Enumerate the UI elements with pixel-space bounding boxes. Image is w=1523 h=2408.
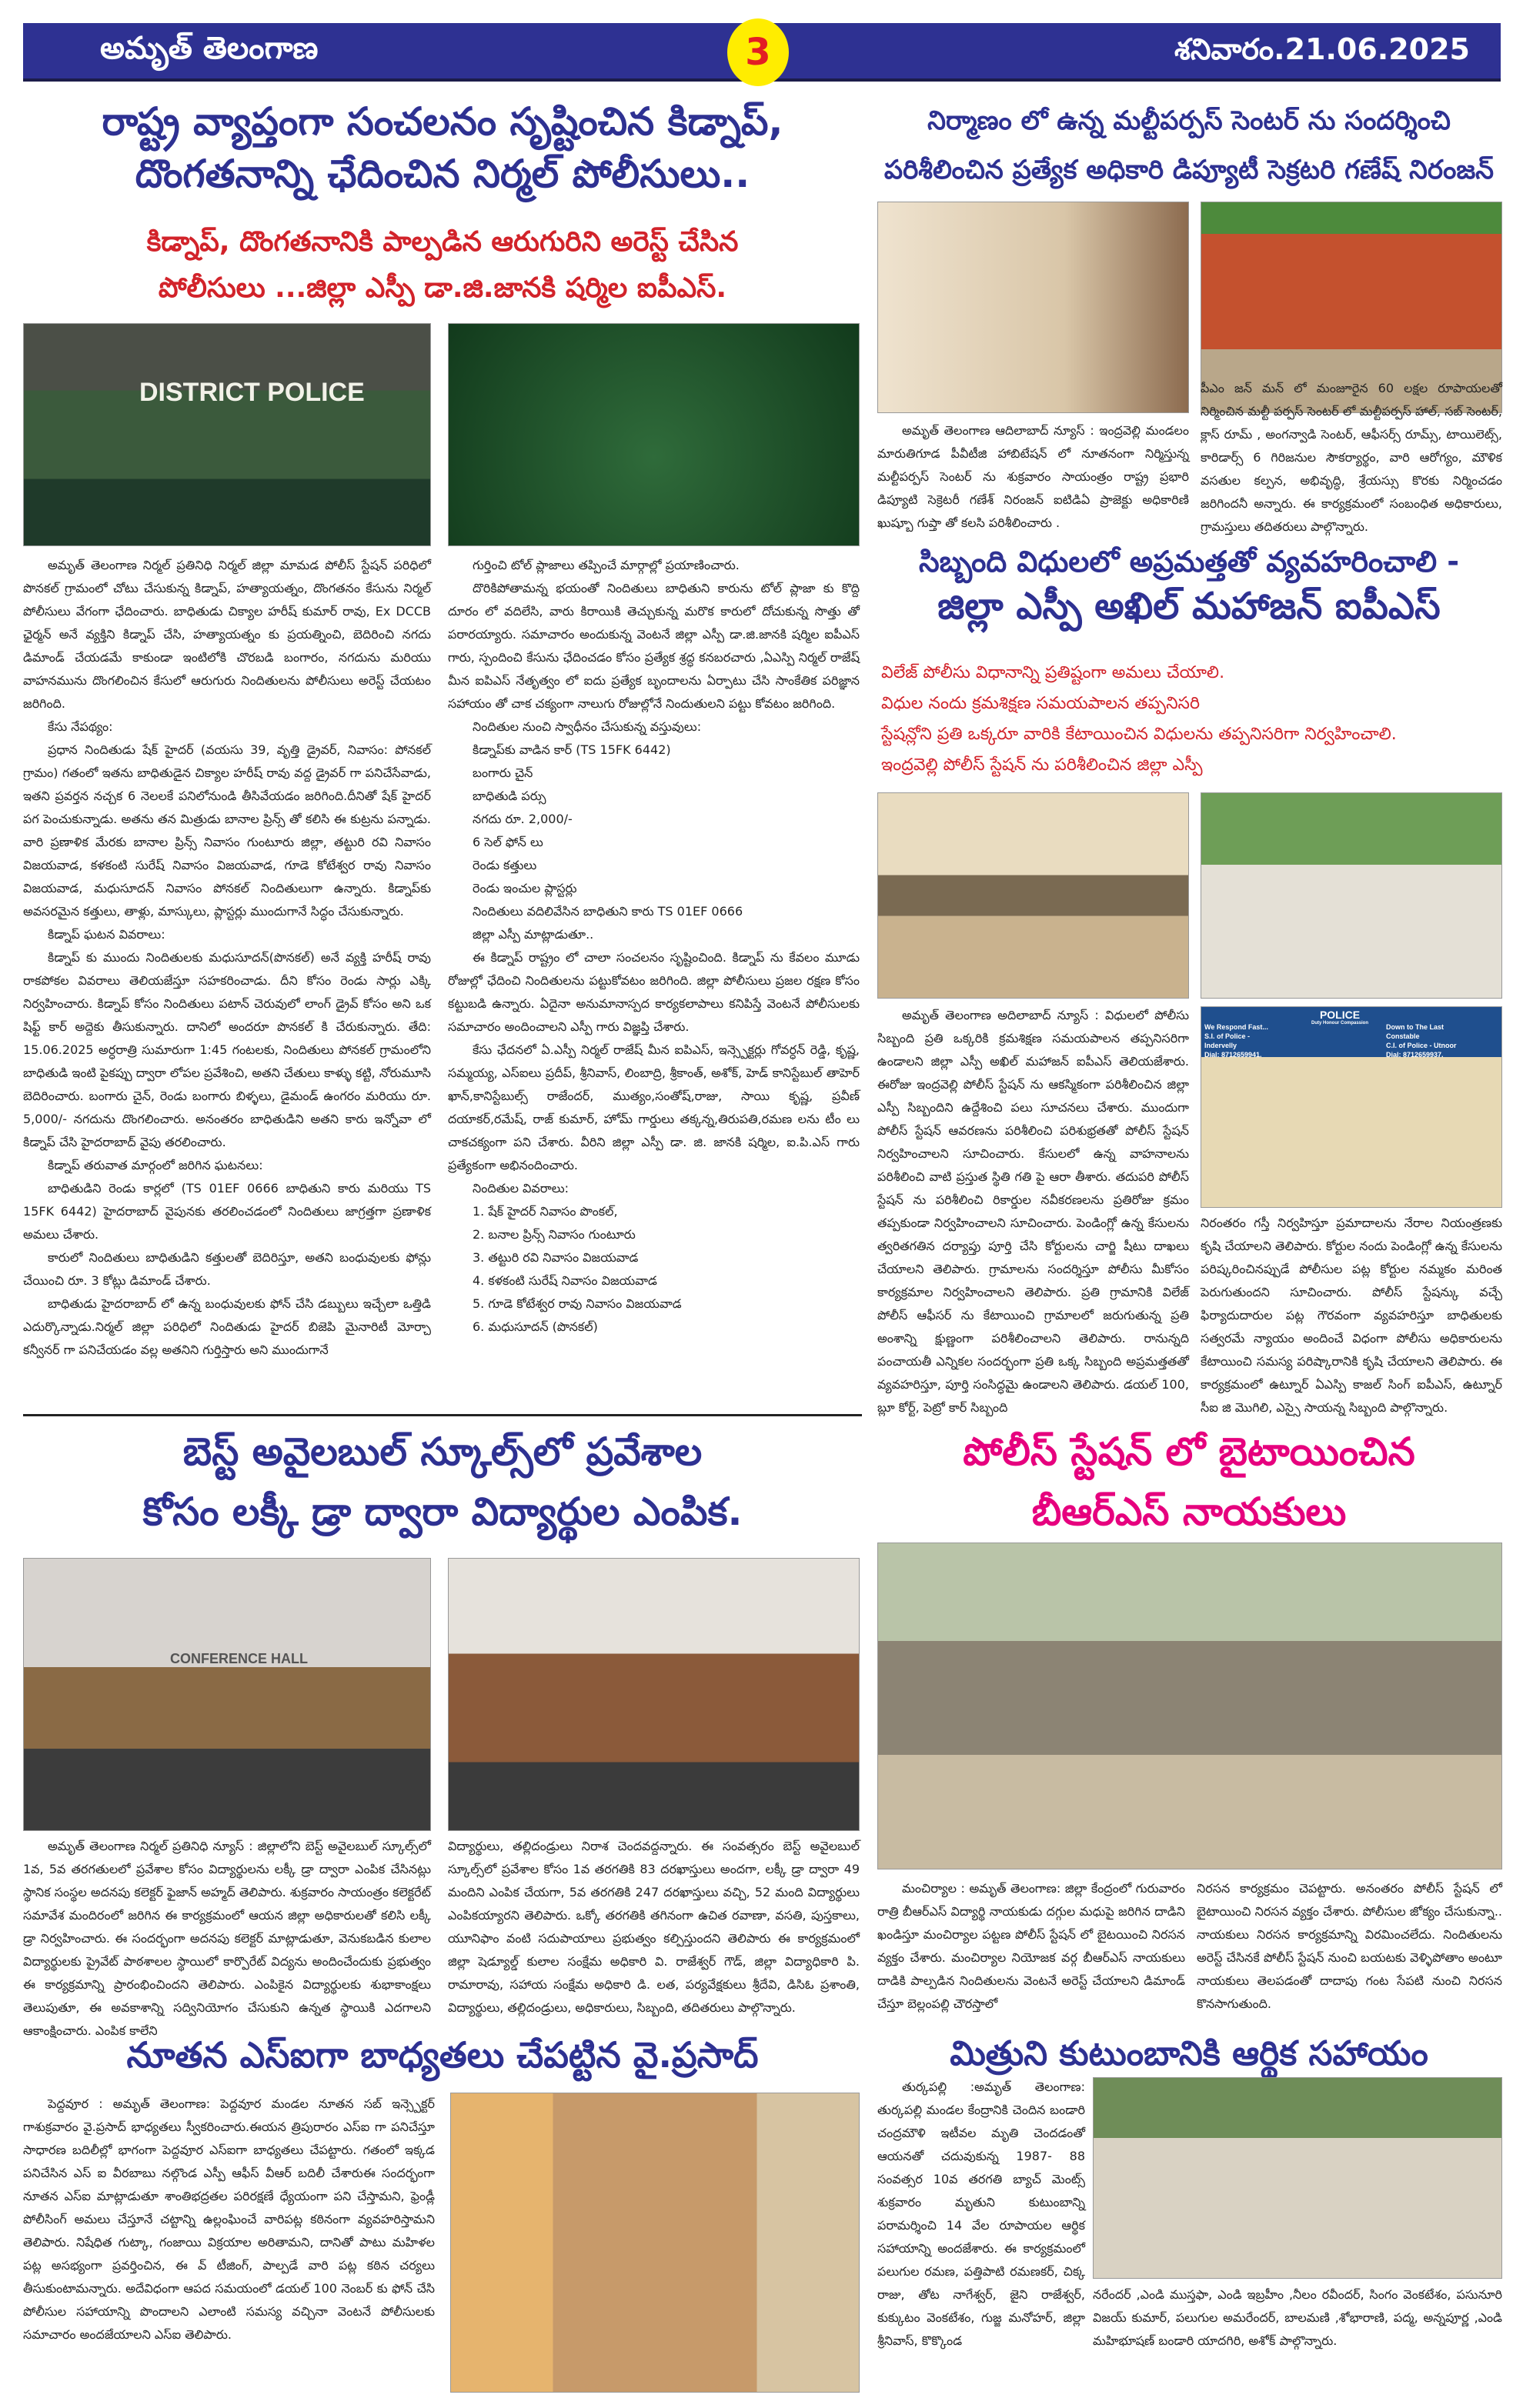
- paragraph: జిల్లా ఎస్పీ మాట్లాడుతూ..: [473, 927, 594, 942]
- paragraph: పెద్దవూర : అమృత్ తెలంగాణ: పెద్దవూర మండల నూతన సబ్ ఇన్స్పెక్టర్ గాశుక్రవారం వై.ప్రసాద్ భాధ్యతలు స్వీకరించారు.ఈయన త్రిపురారం ఎస్ఐ గా పనిచేస్తూ సాధారణ బదిలీల్లో భాగంగా పెద్దవూర ఎస్ఐగా బాధ్యతలు చేపట్టారు. గతంలో ఇక్కడ పనిచేసిన ఎస్ ఐ వీరబాబు నల్గొండ ఎస్పీ ఆఫీస్ వీఆర్ బదిలీ చేశారుఈ సందర్భంగా నూతన ఎస్ఐ మాట్లాడుతూ శాంతిభద్రతల పరిరక్షణే ధ్యేయంగా పని చేస్తామని, ఫ్రెండ్లీ పోలీసింగ్ అమలు చేస్తూనే చట్టాన్ని ఉల్లంఘించే వారిపట్ల కఠినంగా వ్యవహరిస్తామని తెలిపారు. నిషేధిత గుట్కా, గంజాయి విక్రయాల అరితామని, దానితో పాటు మహిళల పట్ల అసభ్యంగా ప్రవర్తించిన, ఈ వ్ టీజింగ్, పాల్పడే వారి పట్ల కఠిన చర్యలు తీసుకుంటామన్నారు. అదేవిధంగా ఆపద సమయంలో డయల్ 100 నెంబర్ కు ఫోన్ చేసి పోలీసుల సహాయాన్ని పొందాలని ఎలాంటి సమస్య వచ్చినా వెంటనే పోలీసులకు సమాచారం అందజేయాలని ఎస్ఐ తెలిపారు.: [23, 2096, 435, 2342]
- paragraph: We Respond Fast...: [1204, 1023, 1268, 1031]
- paragraph: నిందితుల నుంచి స్వాధీనం చేసుకున్న వస్తువులు:: [473, 719, 702, 734]
- paragraph: 3. తట్టురి రవి నివాసం విజయవాడ: [473, 1250, 639, 1265]
- schools-body-col1: [23, 1835, 431, 2038]
- friend-body-col2: [1093, 2283, 1502, 2399]
- paragraph: S.I. of Police - Indervelly: [1204, 1032, 1251, 1049]
- paragraph: నిందితులు వదిలివేసిన బాధితుని కారు TS 01EF 0666: [473, 904, 743, 919]
- kidnap-subhead: [23, 219, 862, 312]
- paragraph: 6 సెల్ ఫోన్ లు: [473, 835, 543, 849]
- press-meet-photo: [23, 323, 431, 546]
- paragraph: 5. గూడె కోటేశ్వర రావు నివాసం విజయవాడ: [473, 1296, 682, 1311]
- brs-body-col2: [1197, 1877, 1502, 2019]
- conference-hall-photo: [448, 1558, 860, 1831]
- paragraph: కిడ్నాప్ ఘటన వివరాలు:: [48, 927, 165, 942]
- si-headline: నూతన ఎస్ఐగా బాధ్యతలు చేపట్టిన వై.ప్రసాద్: [126, 2034, 759, 2076]
- schools-headline: [23, 1422, 862, 1542]
- paragraph: కిడ్నాప్‌కు వాడిన కార్ (TS 15FK 6442): [473, 742, 671, 757]
- paragraph: కేసు ఛేదనలో ఏ.ఎస్పీ నిర్మల్ రాజేష్ మీన ఐపిఎస్, ఇన్స్పెక్టర్లు గోవర్ధన్ రెడ్డి, కృష్ణ, సమ్మయ్య, ఎస్ఐలు ప్రదీప్, శ్రీనివాస్, లింబాద్రి, శ్రీకాంత్, అశోక్, హెడ్ కానిస్టేబుల్ తాహెర్ ఖాన్,కానిస్టేబుల్స్ రాజేందర్, ముత్యం,సంతోష్,రాజు, సాయి కృష్ణ, ప్రవీణ్ దయాకర్,రమేష్, రాజ్ కుమార్, హోమ్ గార్డులు తక్కన్న,తిరుపతి,రమణ లను టీం లు చాకచక్యంగా పని చేశారు. వీరిని జిల్లా ఎస్పీ డా. జి. జానకి షర్మిల, ఐ.పి.ఎస్ గారు ప్రత్యేకంగా అభినందించారు.: [448, 1042, 860, 1172]
- paragraph: బంగారు చైన్: [473, 765, 533, 780]
- paragraph: ఈ కిడ్నాప్ రాష్ట్రం లో చాలా సంచలనం సృష్టించింది. కిడ్నాప్ ను కేవలం మూడు రోజుల్లో ఛేదించి నిందితులను పట్టుకోవటం జరిగింది. జిల్లా పోలీసులు ప్రజల రక్షణ కోసం కట్టుబడి ఉన్నారు. ఏదైనా అనుమానాస్పద కార్యకలాపాలు కనిపిస్తే వెంటనే పోలీసులకు సమాచారం అందించాలని ఎస్పీ గారు విజ్ఞప్తి చేశారు.: [448, 950, 860, 1034]
- indravelli-body-col2: [1201, 1212, 1502, 1415]
- paragraph: నిందితుల వివరాలు:: [473, 1181, 569, 1196]
- friend-body-col1: [877, 2076, 1085, 2399]
- section-divider: [23, 1414, 862, 1416]
- multipurpose-body-col1: [877, 419, 1189, 535]
- paragraph: Down to The Last Constable: [1386, 1023, 1444, 1040]
- paragraph: నిరసన కార్యక్రమం చెపట్టారు. అనంతరం పోలీస్ స్టేషన్ లో బైటాయించి నిరసన వ్యక్తం చేశారు. పోలీసుల జోక్యం చేసుకున్నా.. నాయకులు నిరసన కార్యక్రమాన్ని విరమించలేదు. నిందితులను అరెస్ట్ చేసినకే పోలీస్ స్టేషన్ నుంచి బయటకు వెళ్ళిపోతాం అంటూ నాయకులు తెలపడంతో దాదాపు గంట సేపటి నుంచి నిరసన కొనసాగుతుంది.: [1197, 1881, 1502, 2011]
- paragraph: Dial: 8712659937.: [1386, 1051, 1444, 1059]
- paragraph: పీఎం జన్ మన్ లో మంజూరైన 60 లక్షల రూపాయలతో నిర్మించిన మల్టీ పర్పస్ సెంటర్ లో మల్టీపర్పస్ హాల్, సబ్ సెంటర్, క్లాస్ రూమ్ , అంగన్వాడి సెంటర్, ఆఫీసర్స్ రూమ్స్, టాయిలెట్స్, కారిడార్స్ 6 గిరిజనుల సౌకర్యార్థం, వారి ఆరోగ్యం, మౌళిక వసతుల కల్పన, అభివృద్ధి, శ్రేయస్సు కొరకు నిర్మించడం జరిగిందనీ అన్నారు. ఈ కార్యక్రమంలో సంబంధిత అధికారులు, గ్రామస్తులు తదితరులు పాల్గొన్నారు.: [1201, 381, 1502, 534]
- lucky-draw-stage-photo: [23, 1558, 431, 1831]
- paragraph: ప్రధాన నిందితుడు షేక్ హైదర్ (వయసు 39, వృత్తి డ్రైవర్, నివాసం: పోనకల్ గ్రామం) గతంలో ఇతను బాధితుడైన చిక్యాల హరీష్ రావు వద్ద డ్రైవర్ గా పనిచేసేవాడు, ఇతని ప్రవర్తన నచ్చక 6 నెలలకే పనిలోనుండి తీసివేయడం జరిగింది.దీనితో షేక్ హైదర్ పగ పెంచుకున్నాడు. అతను తన మిత్రుడు బానాల ప్రిన్స్ తో కలిసి ఈ కుట్రను పన్నాడు. వారి ప్రణాళిక మేరకు బానాల ప్రిన్స్ నివాసం గుంటూరు జిల్లా, తట్టురి రవి నివాసం విజయవాడ, కళకంటి సురేష్ నివాసం విజయవాడ, గూడె కోటేశ్వర రావు నివాసం విజయవాడ, మధుసూదన్ నివాసం పోనకల్ నిందితులుగా ఉన్నారు. కిడ్నాప్‌కు అవసరమైన కత్తులు, తాళ్లు, మాస్కులు, ప్లాస్టర్లు ముందుగానే సిద్ధం చేసుకున్నారు.: [23, 742, 431, 919]
- family-support-photo: [1093, 2077, 1502, 2279]
- newspaper-brand: అమృత్ తెలంగాణ: [100, 31, 319, 66]
- kidnap-body-col1: [23, 554, 431, 1408]
- kidnap-body-col2: [448, 554, 860, 1408]
- paragraph: అమృత్ తెలంగాణ అదిలాబాద్ న్యూస్ : విధులలో పోలీసు సిబ్బంది ప్రతి ఒక్కరికి క్రమశిక్షణ సమయపాలన తప్పనిసరిగా ఉండాలని జిల్లా ఎస్పీ అఖిల్ మహాజన్ ఐపీఎస్ తెలియజేశారు. ఈరోజు ఇంద్రవెల్లి పోలీస్ స్టేషన్ ను ఆకస్మికంగా పరిశీలించిన జిల్లా ఎస్పీ సిబ్బందిని ఉద్దేశించి పలు సూచనలు చేశారు. ముందుగా పోలీస్ స్టేషన్ ఆవరణను పరిశీలించి పరిశుభ్రతతో పోలీస్ స్టేషన్ నిర్వహించాలని సూచించారు. కేసులలో ఉన్న వాహనాలను పరిశీలించి వాటి ప్రస్తుత స్థితి గతి పై ఆరా తీశారు. తదుపరి పోలీస్ స్టేషన్ ను పరిశీలించి రికార్డుల నవీకరణలను ప్రతిరోజు క్రమం తప్పకుండా నిర్వహించాలని సూచించారు. పెండింగ్లో ఉన్న కేసులను త్వరితగతిన దర్యాప్తు పూర్తి చేసి కోర్టులను చార్జి షీటు దాఖలు చేయాలని తెలిపారు. గ్రామాలను సందర్శిస్తూ పోలీసు మీకోసం కార్యక్రమాల నిర్వహించాలని తెలిపారు. ప్రతి గ్రామానికి విలేజ్ పోలీస్ ఆఫీసర్ ను కేటాయించి గ్రామాలలో జరుగుతున్న ప్రతి అంశాన్ని క్షుణ్ణంగా పరిశీలించాలని తెలిపారు. రానున్నది పంచాయతీ ఎన్నికల సందర్భంగా ప్రతి ఒక్క సిబ్బంది అప్రమత్తతతో వ్యవహరిస్తూ, పూర్తి సంసిద్ధమై ఉండాలని తెలిపారు. డయల్ 100, బ్లూ కోర్ట్, పెట్రో కార్ సిబ్బంది: [877, 1008, 1189, 1415]
- paragraph: అమృత్ తెలంగాణ ఆదిలాబాద్ న్యూస్ : ఇంద్రవెల్లి మండలం మారుతిగూడ పీవీటీజి హాబిటేషన్ లో నూతనంగా నిర్మిస్తున్న మల్టీపర్పస్ సెంటర్ ను శుక్రవారం సాయంత్రం రాష్ట్ర ప్రభారి డిప్యూటి సెక్రెటరీ గణేశ్ నిరంజన్ ఐటిడిఏ ప్రాజెక్టు అధికారిణి ఖుష్బూ గుప్తా తో కలసి పరిశీలించారు .: [877, 423, 1189, 530]
- station-visit-photo: [877, 792, 1189, 999]
- paragraph: జిల్లా ఎస్పీ అఖిల్ మహాజన్ ఐపీఎస్: [937, 585, 1441, 629]
- edition-date: శనివారం.21.06.2025: [1174, 32, 1470, 66]
- indravelli-headline: [877, 542, 1501, 632]
- paragraph: కిడ్నాప్ తరువాత మార్గంలో జరిగిన ఘటనలు:: [48, 1158, 263, 1172]
- paragraph: నగదు రూ. 2,000/-: [473, 812, 573, 826]
- multipurpose-body-col2: [1201, 377, 1502, 535]
- indravelli-body-col1: [877, 1004, 1189, 1415]
- paragraph: Dial: 8712659941.: [1204, 1051, 1262, 1059]
- brs-body-col1: [877, 1877, 1185, 2019]
- page-number-badge: 3: [727, 18, 789, 86]
- paragraph: రెండు ఇంచుల ప్లాస్టర్లు: [473, 881, 577, 895]
- headline-line: రాష్ట్ర వ్యాప్తంగా సంచలనం సృష్టించిన కిడ్నాప్,: [102, 99, 783, 144]
- paragraph: బాధితుడిని రెండు కార్లలో (TS 01EF 0666 బాధితుని కారు మరియు TS 15FK 6442) హైదరాబాద్ వైపునకు తరలించడంలో నిందితులు జాగ్రత్తగా ప్రణాళిక అమలు చేశారు.: [23, 1181, 431, 1242]
- paragraph: అమృత్ తెలంగాణ నిర్మల్ ప్రతినిధి నిర్మల్ జిల్లా మామడ పోలీస్ స్టేషన్ పరిధిలో పొనకల్ గ్రామంలో చోటు చేసుకున్న కిడ్నాప్, హత్యాయత్నం, దొంగతనం కేసును నిర్మల్ పోలీసులు వేగంగా ఛేదించారు. బాధితుడు చిక్యాల హరీష్ కుమార్ రావు, Ex DCCB ఛైర్మన్ అనే వ్యక్తిని కిడ్నాప్ చేసి, హత్యాయత్నం కు ప్రయత్నించి, బెదిరించి నగదు డిమాండ్ చేయడమే కాకుండా ఇంటిలోకి చొరబడి బంగారం, నగదును మరియు వాహనమును దొంగలించిన కేసులో ఆరుగురు నిందితులను పోలీసులు అరెస్ట్ చేయటం జరిగింది.: [23, 558, 431, 711]
- paragraph: 6. మధుసూదన్ (పొనకల్): [473, 1319, 598, 1334]
- paragraph: గుర్తించి టోల్ ప్లాజాలు తప్పించే మార్గాల్లో ప్రయాణించారు.: [473, 558, 740, 572]
- paragraph: కేసు నేపథ్యం:: [48, 719, 113, 734]
- paragraph: దొరికిపోతామన్న భయంతో నిందితులు బాధితుని కారును టోల్ ప్లాజా కు కొద్ది దూరం లో వదిలేసి, వారు కిరాయికి తెచ్చుకున్న మరొక కారులో దోచుకున్న సొత్తు తో పరారయ్యారు. సమాచారం అందుకున్న వెంటనే జిల్లా ఎస్పీ డా.జి.జానకి షర్మిల ఐపీఎస్ గారు, స్పందించి కేసును ఛేదించడం కోసం ప్రత్యేక శ్రద్ధ కనబరచారు ,ఏఎస్పి నిర్మల్ రాజేష్ మీన ఐపిఎస్ నేతృత్వం లో ఐదు ప్రత్యేక బృందాలను ఏర్పాటు చేసి సాంకేతిక పరిజ్ఞాన సహాయం తో చాక చక్యంగా నాలుగు రోజుల్లోనే నిందుతులని పట్టు కోవటం జరిగింది.: [448, 581, 860, 711]
- paragraph: కోసం లక్కీ డ్రా ద్వారా విద్యార్థుల ఎంపిక.: [142, 1489, 743, 1534]
- paragraph: బాధితుడి పర్సు: [473, 789, 546, 803]
- paragraph: అమృత్ తెలంగాణ నిర్మల్ ప్రతినిధి న్యూస్ : జిల్లాలోని బెస్ట్ అవైలబుల్ స్కూల్స్‌లో 1వ, 5వ తరగతులలో ప్రవేశాల కోసం విద్యార్థులను లక్కీ డ్రా ద్వారా ఎంపిక చేసినట్లు స్థానిక సంస్థల అదనపు కలెక్టర్ ఫైజాన్ అహ్మద్ తెలిపారు. శుక్రవారం సాయంత్రం కలెక్టరేట్ సమావేశ మందిరంలో జరిగిన ఈ కార్యక్రమంలో ఆయన జిల్లా అధికారులతో కలిసి లక్కీ డ్రా నిర్వహించారు. ఈ సందర్భంగా అదనపు కలెక్టర్ మాట్లాడుతూ, వెనుకబడిన కులాల విద్యార్థులకు ప్రైవేట్ పాఠశాలల స్థాయిలో కార్పొరేట్ విద్యను అందించేందుకు ప్రభుత్వం ఈ కార్యక్రమాన్ని ప్రారంభించిందని తెలిపారు. ఎంపికైన విద్యార్థులకు శుభాకాంక్షలు తెలుపుతూ, ఈ అవకాశాన్ని సద్వినియోగం చేసుకుని ఉన్నత స్థాయికి ఎదగాలని ఆకాంక్షించారు. ఎంపిక కాలేని: [23, 1839, 431, 2038]
- protest-photo: [877, 1543, 1502, 1869]
- paragraph: Duty Honour Compassion: [1311, 1021, 1368, 1026]
- paragraph: 4. కళకంటి సురేష్ నివాసం విజయవాడ: [473, 1273, 657, 1288]
- paragraph: రెండు కత్తులు: [473, 858, 537, 872]
- paragraph: C.I. of Police - Utnoor: [1386, 1042, 1457, 1049]
- schools-body-col2: [448, 1835, 860, 2019]
- friend-headline: మిత్రుని కుటుంబానికి ఆర్థిక సహాయం: [950, 2034, 1428, 2073]
- paragraph: విధుల నందు క్రమశిక్షణ సమయపాలన తప్పనిసరి: [881, 694, 1201, 713]
- paragraph: మంచిర్యాల : అమృత్ తెలంగాణ: జిల్లా కేంద్రంలో గురువారం రాత్రి బీఆర్ఎస్ విద్యార్థి నాయకుడు దగ్గుల మధుపై జరిగిన దాడిని ఖండిస్తూ మంచిర్యాల పట్టణ పోలీస్ స్టేషన్ లో బైటయించి నిరసన వ్యక్తం చేశారు. మంచిర్యాల నియోజక వర్గ బీఆర్ఎస్ నాయకులు దాడికి పాల్పడిన నిందితులను వెంటనే అరెస్ట్ చేయాలని డిమాండ్ చేస్తూ బెల్లంపల్లి చౌరస్తాలో: [877, 1881, 1185, 2011]
- paragraph: POLICE: [1319, 1009, 1361, 1021]
- paragraph: బాధితుడు హైదరాబాద్ లో ఉన్న బంధువులకు ఫోన్ చేసి డబ్బులు ఇచ్చేలా ఒత్తిడి ఎదుర్కొన్నాడు.నిర్మల్ జిల్లా పరిధిలో నిందితుడు హైదర్ బిజెపి మైనారిటీ మోర్చా కన్వీనర్ గా పనిచేయడం వల్ల అతనిని గుర్తిస్తారు అని ముందుగానే: [23, 1296, 431, 1357]
- si-portrait-photo: [450, 2093, 860, 2393]
- subhead-line: పోలీసులు ...జిల్లా ఎస్పీ డా.జి.జానకి షర్మిల ఐపీఎస్.: [158, 272, 727, 304]
- paragraph: 1. షేక్ హైదర్ నివాసం పొంకల్,: [473, 1204, 618, 1219]
- paragraph: తుర్కపల్లి :అమృత్ తెలంగాణ: తుర్కపల్లి మండల కేంద్రానికి చెందిన బండారి చంద్రమౌళి ఇటీవల మృతి చెందడంతో ఆయనతో చదువుకున్న 1987- 88 సంవత్సర 10వ తరగతి బ్యాచ్ మెంట్స్ శుక్రవారం మృతుని కుటుంబాన్ని పరామర్శించి 14 వేల రూపాయల ఆర్థిక సహాయాన్ని అందజేశారు. ఈ కార్యక్రమంలో పలుగుల రమణ, పత్తిపాటి రమణకర్, చిక్క రాజు, తోట నాగేశ్వర్, జైని రాజేశ్వర్, కుక్కుటం వెంకటేశం, గుజ్జ మనోహర్, జిల్లా శ్రీనివాస్, కొక్కొండ: [877, 2079, 1085, 2348]
- police-sign-right: [1386, 1022, 1471, 1059]
- paragraph: కిడ్నాప్ కు ముందు నిందితులకు మధుసూదన్(పొనకల్) అనే వ్యక్తి హరీష్ రావు రాకపోకల వివరాలు తెలియజేస్తూ సహకరించాడు. దీని కోసం రెండు సార్లు ఎక్కి నిర్వహించారు. కిడ్నాప్ కోసం నిందితులు పటాన్ చెరువులో లాంగ్ డ్రైవ్ కోసం అని ఒక షిఫ్ట్ కార్ అద్దెకు తీసుకున్నారు. దానిలో అందరూ పొనకల్ కి చేరుకున్నారు. తేది: 15.06.2025 అర్ధరాత్రి సుమారుగా 1:45 గంటలకు, నిందితులు పోనకల్ గ్రామంలోని బాధితుడి ఇంటి పైకప్పు ద్వారా లోపల ప్రవేశించి, అతని చేతులు కాళ్ళు కట్టి, నోరుమూసి బెదిరించారు. బంగారు చైన్, రెండు బంగారు బిళ్ళలు, డైమండ్ ఉంగరం మరియు రూ. 5,000/- నగదును దొంగలించారు. అనంతరం బాధితుడిని అతని కారు ఇన్నోవా లో కిడ్నాప్ చేసి హైదరాబాద్ వైపు తరలించారు.: [23, 950, 431, 1149]
- paragraph: బీఆర్ఎస్ నాయకులు: [1031, 1489, 1347, 1534]
- paragraph: నరేందర్ ,ఎండి ముస్తఫా, ఎండి ఇబ్రహీం ,నీలం రవీందర్, సింగం వెంకటేశం, పసునూరి విజయ్ కుమార్, పలుగుల అమరేందర్, బాలమణి ,శోభారాణి, పద్మ, అన్నపూర్ణ ,ఎండి మహిభూషణ్ బండారి యాదగిరి, అశోక్ పాల్గొన్నారు.: [1093, 2287, 1502, 2348]
- police-sign-left: [1204, 1022, 1274, 1059]
- si-body: [23, 2093, 435, 2396]
- sp-at-desk-photo: [1201, 1006, 1502, 1208]
- paragraph: సిబ్బంది విధులలో అప్రమత్తతో వ్యవహరించాలి -: [918, 545, 1460, 579]
- police-sign-center: [1309, 1009, 1371, 1026]
- paragraph: స్టేషన్లోని ప్రతి ఒక్కరూ వారికి కేటాయించిన విధులను తప్పనిసరిగా నిర్వహించాలి.: [881, 725, 1397, 744]
- paragraph: నిర్మాణం లో ఉన్న మల్టీపర్పస్ సెంటర్ ను సందర్శించి: [927, 105, 1451, 136]
- parade-photo: [1201, 792, 1502, 999]
- paragraph: విలేజ్ పోలీసు విధానాన్ని ప్రతిష్టంగా అమలు చేయాలి.: [881, 663, 1225, 682]
- paragraph: విద్యార్థులు, తల్లిదండ్రులు నిరాశ చెందవద్దన్నారు. ఈ సంవత్సరం బెస్ట్ అవైలబుల్ స్కూల్స్‌లో ప్రవేశాల కోసం 1వ తరగతికి 83 దరఖాస్తులు అందగా, లక్కీ డ్రా ద్వారా 49 మందిని ఎంపిక చేయగా, 5వ తరగతికి 247 దరఖాస్తులు వచ్చి, 52 మంది విద్యార్థులు ఎంపికయ్యారని తెలిపారు. ఒక్కో తరగతికి తగినంగా ఉచిత రవాణా, వసతి, పుస్తకాలు, యూనిఫాం వంటి సదుపాయాలు ప్రభుత్వం కల్పిస్తుందని తెలిపారు ఈ కార్యక్రమంలో జిల్లా షెడ్యూల్డ్ కులాల సంక్షేమ అధికారి వి. రాజేశ్వర్ గౌడ్, జిల్లా విద్యాధికారి పి. రామారావు, సహాయ సంక్షేమ అధికారి డి. లత, పర్యవేక్షకులు శ్రీదేవి, డిసిఓ ప్రశాంతి, విద్యార్థులు, తల్లిదండ్రులు, అధికారులు, సిబ్బంది, తదితరులు పాల్గొన్నారు.: [448, 1839, 860, 2015]
- paragraph: పరిశీలించిన ప్రత్యేక అధికారి డిప్యూటీ సెక్రటరి గణేష్ నిరంజన్: [883, 155, 1495, 185]
- paragraph: 2. బనాల ప్రిన్స్ నివాసం గుంటూరు: [473, 1227, 636, 1242]
- paragraph: పోలీస్ స్టేషన్ లో బైటాయించిన: [963, 1429, 1415, 1474]
- paragraph: బెస్ట్ అవైలబుల్ స్కూల్స్‌లో ప్రవేశాల: [182, 1429, 703, 1474]
- paragraph: నిరంతరం గస్తీ నిర్వహిస్తూ ప్రమాదాలను నేరాల నియంత్రణకు కృషి చేయాలని తెలిపారు. కోర్టుల నందు పెండింగ్లో ఉన్న కేసులను పరిష్కరించినప్పుడే పోలీసుల పట్ల కోర్టుల నమ్మకం మరింత పెరుగుతుందని సూచించారు. పోలీస్ స్టేషన్కు వచ్చే ఫిర్యాదుదారుల పట్ల గౌరవంగా వ్యవహరిస్తూ బాధితులకు సత్వరమే న్యాయం అందించే విధంగా పోలీసు అధికారులను కేటాయించి సమస్య పరిష్కారానికి కృషి చేయాలని తెలిపారు. ఈ కార్యక్రమంలో ఉట్నూర్ ఏఎస్పి కాజల్ సింగ్ ఐపీఎస్, ఉట్నూర్ సీఐ జి మొగిలి, ఎస్సై సాయన్న సిబ్బంది పాల్గొన్నారు.: [1201, 1216, 1502, 1415]
- subhead-line: కిడ్నాప్, దొంగతనానికి పాల్పడిన ఆరుగురిని అరెస్ట్ చేసిన: [146, 226, 739, 258]
- brs-headline: [877, 1422, 1501, 1542]
- inspection-photo: [877, 202, 1189, 413]
- masthead: [23, 23, 1501, 82]
- photo-banner-text: CONFERENCE HALL: [170, 1651, 308, 1666]
- indravelli-highlights: [881, 658, 1497, 781]
- multipurpose-headline: [877, 96, 1501, 195]
- headline-line: దొంగతనాన్ని ఛేదించిన నిర్మల్ పోలీసులు..: [135, 151, 750, 196]
- paragraph: కారులో నిందితులు బాధితుడిని కత్తులతో బెదిరిస్తూ, అతని బంధువులకు ఫోన్లు చేయించి రూ. 3 కోట్లు డిమాండ్ చేశారు.: [23, 1250, 431, 1288]
- kidnap-headline: [23, 96, 862, 200]
- paragraph: ఇంద్రవెల్లి పోలీస్ స్టేషన్ ను పరిశీలించిన జిల్లా ఎస్పీ: [881, 755, 1203, 775]
- seized-items-photo: [448, 323, 860, 546]
- photo-banner-text: DISTRICT POLICE: [139, 378, 365, 407]
